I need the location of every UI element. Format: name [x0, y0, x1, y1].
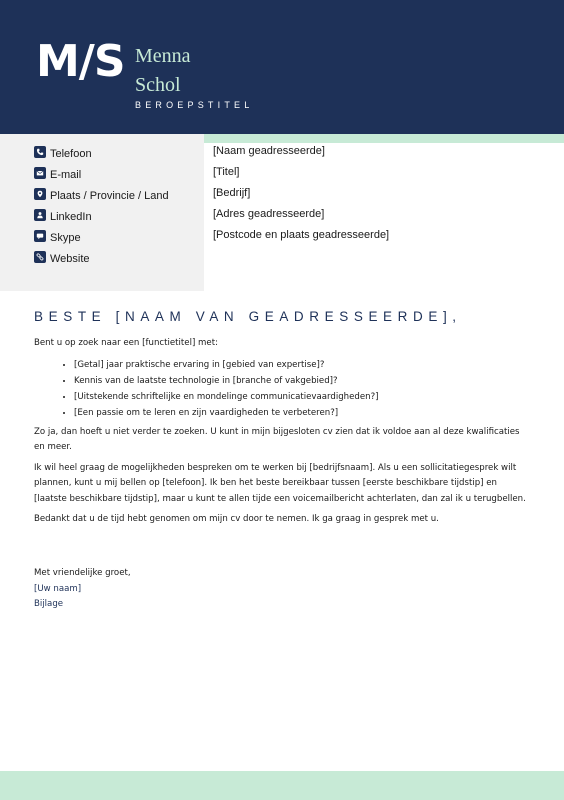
letter-intro: Bent u op zoek naar een [functietitel] met: [34, 338, 218, 348]
letter-paragraph: Ik wil heel graag de mogelijkheden bespreken om te werken bij [bedrijfsnaam]. Als u een sollicitatiegesprek wilt plannen, kunt u mij bellen op [telefoon]. Ik ben het beste bereikbaar tussen [eerste beschikbare tijdstip] en [laatste beschikbare tijdstip], maar u kunt te allen tijde een voicemailbericht achterlaten, dan zal ik u terugbellen. [34, 462, 526, 504]
signature-name: [Uw naam] [34, 583, 82, 594]
contact-label-website: Website [50, 253, 90, 265]
accent-strip [204, 134, 564, 143]
contact-item-location[interactable] [34, 186, 169, 207]
contact-item-website[interactable] [34, 249, 169, 270]
monogram: M/S [36, 36, 125, 87]
enclosure-note: Bijlage [34, 599, 64, 609]
contact-label-skype: Skype [50, 232, 81, 244]
contact-label-linkedin: LinkedIn [50, 211, 92, 223]
header-banner [0, 0, 564, 134]
phone-icon [34, 146, 46, 158]
job-title: BEROEPSTITEL [135, 100, 254, 110]
letter-body [34, 336, 532, 533]
letter-closing [34, 566, 131, 613]
recipient-postal-city: [Postcode en plaats geadresseerde] [213, 229, 390, 241]
salutation: BESTE [NAAM VAN GEADRESSEERDE], [34, 309, 462, 324]
contact-list [34, 144, 169, 270]
contact-label-email: E-mail [50, 169, 82, 181]
recipient-title: [Titel] [213, 166, 240, 178]
footer-band [0, 771, 564, 800]
recipient-company: [Bedrijf] [213, 187, 251, 199]
contact-item-linkedin[interactable] [34, 207, 169, 228]
first-name: Menna [135, 45, 191, 67]
recipient-name: [Naam geadresseerde] [213, 145, 325, 157]
location-icon [34, 188, 46, 200]
contact-item-skype[interactable] [34, 228, 169, 249]
contact-item-email[interactable] [34, 165, 169, 186]
list-item: • [Een passie om te leren en zijn vaardigheden te verbeteren?] [74, 405, 532, 421]
link-icon [34, 251, 46, 263]
linkedin-icon [34, 209, 46, 221]
contact-label-location: Plaats / Provincie / Land [50, 190, 169, 202]
email-icon [34, 167, 46, 179]
list-item: • Kennis van de laatste technologie in [branche of vakgebied]? [74, 373, 532, 389]
full-name [135, 42, 191, 100]
letter-paragraph: Zo ja, dan hoeft u niet verder te zoeken. U kunt in mijn bijgesloten cv zien dat ik voldoe aan al deze kwalificaties en meer. [34, 426, 520, 452]
recipient-address: [Adres geadresseerde] [213, 208, 325, 220]
qualification-list [74, 357, 532, 421]
list-item: • [Getal] jaar praktische ervaring in [gebied van expertise]? [74, 357, 532, 373]
letter-paragraph: Bedankt dat u de tijd hebt genomen om mijn cv door te nemen. Ik ga graag in gesprek met u. [34, 514, 439, 524]
recipient-block [213, 145, 389, 250]
contact-label-phone: Telefoon [50, 148, 92, 160]
contact-item-phone[interactable] [34, 144, 169, 165]
last-name: Schol [135, 74, 181, 96]
closing-greeting: Met vriendelijke groet, [34, 568, 131, 578]
skype-icon [34, 230, 46, 242]
list-item: • [Uitstekende schriftelijke en mondelinge communicatievaardigheden?] [74, 389, 532, 405]
